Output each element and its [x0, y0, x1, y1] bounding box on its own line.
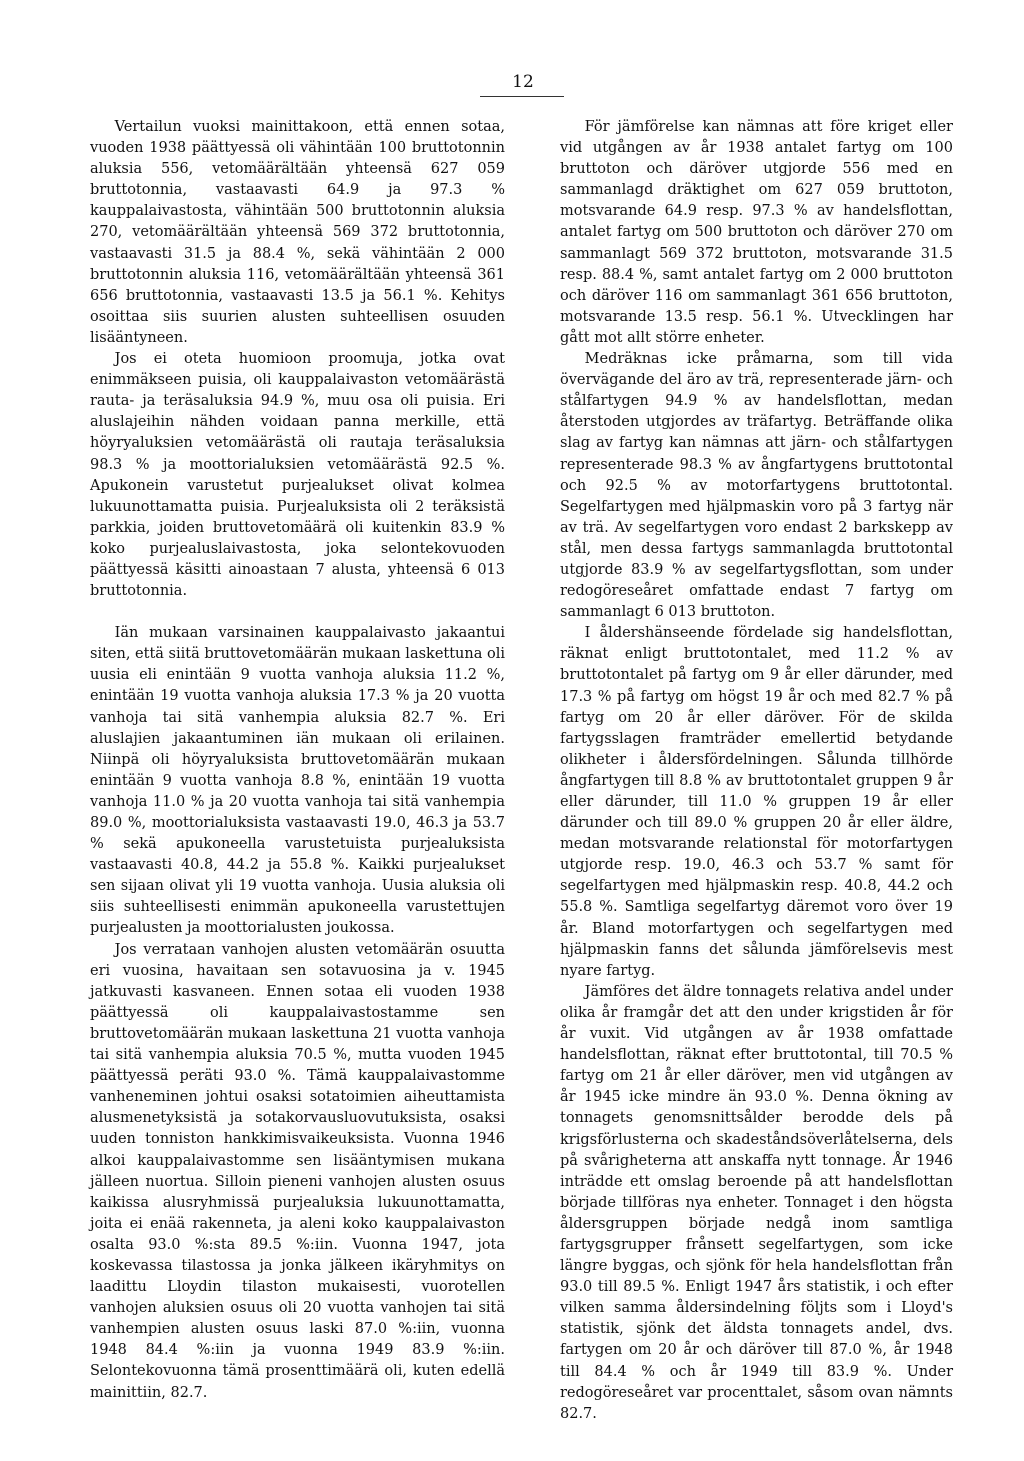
swedish-column	[560, 117, 953, 1425]
finnish-paragraph-4: Jos verrataan vanhojen alusten vetomäärän osuutta eri vuosina, havaitaan sen sotavuosina ja v. 1945 jatkuvasti kasvaneen. Ennen sotaa eli vuoden 1938 päättyessä oli kauppalaivastostamme sen bruttovetomäärän mukaan laskettuna 21 vuotta vanhoja tai sitä vanhempia aluksia 70.5 %, mutta vuoden 1945 päättyessä peräti 93.0 %. Tämä kauppalaivastomme vanheneminen johtui osaksi sotatoimien aiheuttamista alusmenetyksistä ja sotakorvausluovutuksista, osaksi uuden tonniston hankkimisvaikeuksista. Vuonna 1946 alkoi kauppalaivastomme sen lisääntymisen mukana jälleen nuortua. Silloin pieneni vanhojen alusten osuus kaikissa alusryhmissä purjealuksia lukuunottamatta, joita ei enää rakenneta, ja aleni koko kauppalaivaston osalta 93.0 %:sta 89.5 %:iin. Vuonna 1947, jota koskevassa tilastossa ja jonka jälkeen ikäryhmitys on laadittu Lloydin tilaston mukaisesti, vuorotellen vanhojen aluksien osuus oli 20 vuotta vanhojen tai sitä vanhempien alusten osuus laski 87.0 %:iin, vuonna 1948 84.4 %:iin ja vuonna 1949 83.9 %:iin. Selontekovuonna tämä prosenttimäärä oli, kuten edellä mainittiin, 82.7.	[90, 941, 505, 1401]
finnish-paragraph-3: Iän mukaan varsinainen kauppalaivasto jakaantui siten, että siitä bruttovetomäärän mukaan laskettuna oli uusia eli enintään 9 vuotta vanhoja aluksia 11.2 %, enintään 19 vuotta vanhoja aluksia 17.3 % ja 20 vuotta vanhoja tai sitä vanhempia aluksia 82.7 %. Eri aluslajien jakaantuminen iän mukaan oli erilainen. Niinpä oli höyryaluksista bruttovetomäärän mukaan enintään 9 vuotta vanhoja 8.8 %, enintään 19 vuotta vanhoja 11.0 % ja 20 vuotta vanhoja tai sitä vanhempia 89.0 %, moottorialuksista vastaavasti 19.0, 46.3 ja 53.7 % sekä apukoneella varustetuista purjealuksista vastaavasti 40.8, 44.2 ja 55.8 %. Kaikki purjealukset sen sijaan olivat yli 19 vuotta vanhoja. Uusia aluksia oli siis suhteellisesti enimmän apukoneella varustettujen purjealusten ja moottorialusten joukossa.	[90, 625, 505, 937]
swedish-paragraph-3: I åldershänseende fördelade sig handelsflottan, räknat enligt bruttotontalet, med 11.2 % av bruttotontalet på fartyg om 9 år eller därunder, med 17.3 % på fartyg om högst 19 år och med 82.7 % på fartyg om 20 år eller däröver. För de skilda fartygsslagen framträder emellertid betydande olikheter i åldersfördelningen. Sålunda tillhörde ångfartygen till 8.8 % av bruttotontalet gruppen 9 år eller därunder, till 11.0 % gruppen 19 år eller därunder och till 89.0 % gruppen 20 år eller äldre, medan motsvarande relationstal för motorfartygen utgjorde resp. 19.0, 46.3 och 53.7 % samt för segelfartygen med hjälpmaskin resp. 40.8, 44.2 och 55.8 %. Samtliga segelfartyg däremot voro över 19 år. Bland motorfartygen och segelfartygen med hjälpmaskin fanns det sålunda jämförelsevis mest nyare fartyg.	[560, 625, 953, 979]
swedish-paragraph-4: Jämföres det äldre tonnagets relativa andel under olika år framgår det att den under krigstiden år för år vuxit. Vid utgången av år 1938 omfattade handelsflottan, räknat efter bruttotontal, till 70.5 % fartyg om 21 år eller däröver, men vid utgången av år 1945 icke mindre än 93.0 %. Denna ökning av tonnagets genomsnittsålder berodde dels på krigsförlusterna och skadeståndsöverlåtelserna, dels på svårigheterna att anskaffa nytt tonnage. År 1946 inträdde ett omslag beroende på att handelsflottan började tillföras nya enheter. Tonnaget i den högsta åldersgruppen började nedgå inom samtliga fartygsgrupper frånsett segelfartygen, som icke längre byggas, och sjönk för hela handelsflottan från 93.0 till 89.5 %. Enligt 1947 års statistik, i och efter vilken samma åldersindelning följts som i Lloyd's statistik, sjönk det äldsta tonnagets andel, dvs. fartygen om 20 år och däröver till 87.0 %, år 1948 till 84.4 % och år 1949 till 83.9 %. Under redogöreseåret var procenttalet, såsom ovan nämnts 82.7.	[560, 983, 953, 1422]
swedish-paragraph-1: För jämförelse kan nämnas att före kriget eller vid utgången av år 1938 antalet fartyg om 100 bruttoton och däröver utgjorde 556 med en sammanlagd dräktighet om 627 059 bruttoton, motsvarande 64.9 resp. 97.3 % av handelsflottan, antalet fartyg om 500 bruttoton och däröver 270 om sammanlagt 569 372 bruttoton, motsvarande 31.5 resp. 88.4 %, samt antalet fartyg om 2 000 bruttoton och däröver 116 om sammanlagt 361 656 bruttoton, motsvarande 13.5 resp. 56.1 %. Utvecklingen har gått mot allt större enheter.	[560, 119, 953, 346]
finnish-paragraph-2: Jos ei oteta huomioon proomuja, jotka ovat enimmäkseen puisia, oli kauppalaivaston vetomäärästä rauta- ja teräsaluksia 94.9 %, muu osa oli puisia. Eri aluslajeihin nähden voidaan panna merkille, että höyryaluksien vetomäärästä oli rautaja teräsaluksia 98.3 % ja moottorialuksien vetomäärästä 92.5 %. Apukonein varustetut purjealukset olivat kolmea lukuunottamatta puisia. Purjealuksista oli 2 teräksistä parkkia, joiden bruttovetomäärä oli kuitenkin 83.9 % koko purjealuslaivastosta, joka selontekovuoden päättyessä käsitti ainoastaan 7 alusta, yhteensä 6 013 bruttotonnia.	[90, 351, 505, 600]
page-number: 12	[512, 72, 534, 92]
swedish-paragraph-2: Medräknas icke pråmarna, som till vida övervägande del äro av trä, representerade järn- och stålfartygen 94.9 % av handelsflottan, medan återstoden utgjordes av träfartyg. Beträffande olika slag av fartyg kan nämnas att järn- och stålfartygen representerade 98.3 % av ångfartygens bruttotontal och 92.5 % av motorfartygens bruttotontal. Segelfartygen med hjälpmaskin voro på 3 fartyg när av trä. Av segelfartygen voro endast 2 barkskepp av stål, men dessa fartygs sammanlagda bruttotontal utgjorde 83.9 % av segelfartygsflottan, som under redogöreseåret omfattade endast 7 fartyg om sammanlagt 6 013 bruttoton.	[560, 351, 953, 621]
header-divider	[480, 96, 564, 97]
finnish-column	[90, 117, 505, 1404]
finnish-paragraph-1: Vertailun vuoksi mainittakoon, että ennen sotaa, vuoden 1938 päättyessä oli vähintään 100 bruttotonnin aluksia 556, vetomäärältään yhteensä 627 059 bruttotonnia, vastaavasti 64.9 ja 97.3 % kauppalaivastosta, vähintään 500 bruttotonnin aluksia 270, vetomäärältään yhteensä 569 372 bruttotonnia, vastaavasti 31.5 ja 88.4 %, sekä vähintään 2 000 bruttotonnin aluksia 116, vetomäärältään yhteensä 361 656 bruttotonnia, vastaavasti 13.5 ja 56.1 %. Kehitys osoittaa siis suurien alusten suhteellisen osuuden lisääntyneen.	[90, 119, 505, 346]
